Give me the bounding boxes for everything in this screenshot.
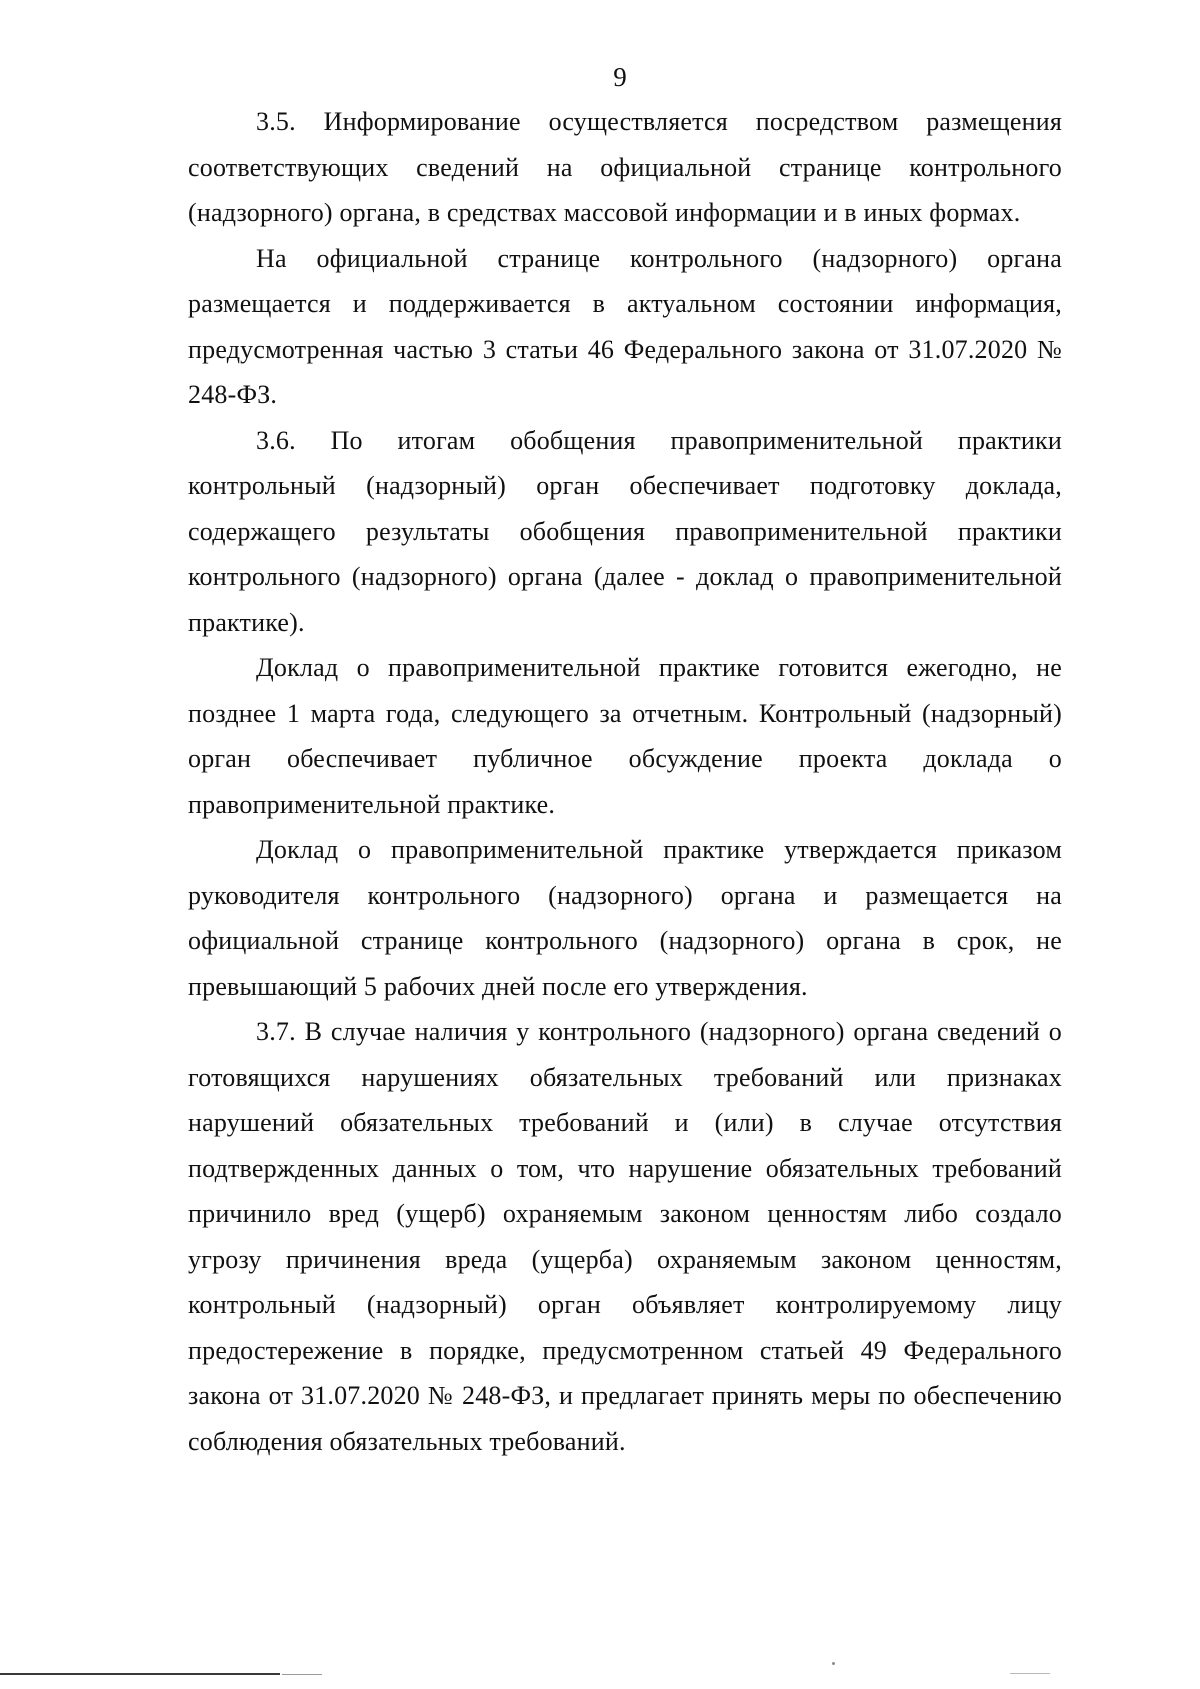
page-number: 9 bbox=[613, 62, 627, 92]
paragraph-3-7: 3.7. В случае наличия у контрольного (надзорного) органа сведений о готовящихся нарушениях обязательных требований или признаках нарушений обязательных требований и (или) в случае отсутствия подтвержденных данных о том, что нарушение обязательных требований причинило вред (ущерб) охраняемым законом ценностям либо создало угрозу причинения вреда (ущерба) охраняемым законом ценностям, контрольный (надзорный) орган объявляет контролируемому лицу предостережение в порядке, предусмотренном статьей 49 Федерального закона от 31.07.2020 № 248-ФЗ, и предлагает принять меры по обеспечению соблюдения обязательных требований. bbox=[188, 1017, 1062, 1456]
scan-edge-mark-right bbox=[1010, 1673, 1050, 1674]
paragraph-3-6: 3.6. По итогам обобщения правоприменительной практики контрольный (надзорный) орган обеспечивает подготовку доклада, содержащего результаты обобщения правоприменительной практики контрольного (надзорного) органа (далее - доклад о правоприменительной практике). bbox=[188, 425, 1062, 637]
scan-speck bbox=[832, 1662, 835, 1665]
scan-edge-line bbox=[0, 1673, 280, 1675]
document-body bbox=[188, 99, 1062, 1464]
paragraph-official-page-info: На официальной странице контрольного (надзорного) органа размещается и поддерживается в актуальном состоянии информация, предусмотренная частью 3 статьи 46 Федерального закона от 31.07.2020 № 248-ФЗ. bbox=[188, 243, 1062, 409]
paragraph-3-5: 3.5. Информирование осуществляется посредством размещения соответствующих сведений на официальной странице контрольного (надзорного) органа, в средствах массовой информации и в иных формах. bbox=[188, 107, 1062, 227]
scan-edge-line-faint bbox=[282, 1674, 322, 1675]
paragraph-report-annual: Доклад о правоприменительной практике готовится ежегодно, не позднее 1 марта года, следующего за отчетным. Контрольный (надзорный) орган обеспечивает публичное обсуждение проекта доклада о правоприменительной практике. bbox=[188, 653, 1062, 819]
paragraph-report-approval: Доклад о правоприменительной практике утверждается приказом руководителя контрольного (надзорного) органа и размещается на официальной странице контрольного (надзорного) органа в срок, не превышающий 5 рабочих дней после его утверждения. bbox=[188, 835, 1062, 1001]
